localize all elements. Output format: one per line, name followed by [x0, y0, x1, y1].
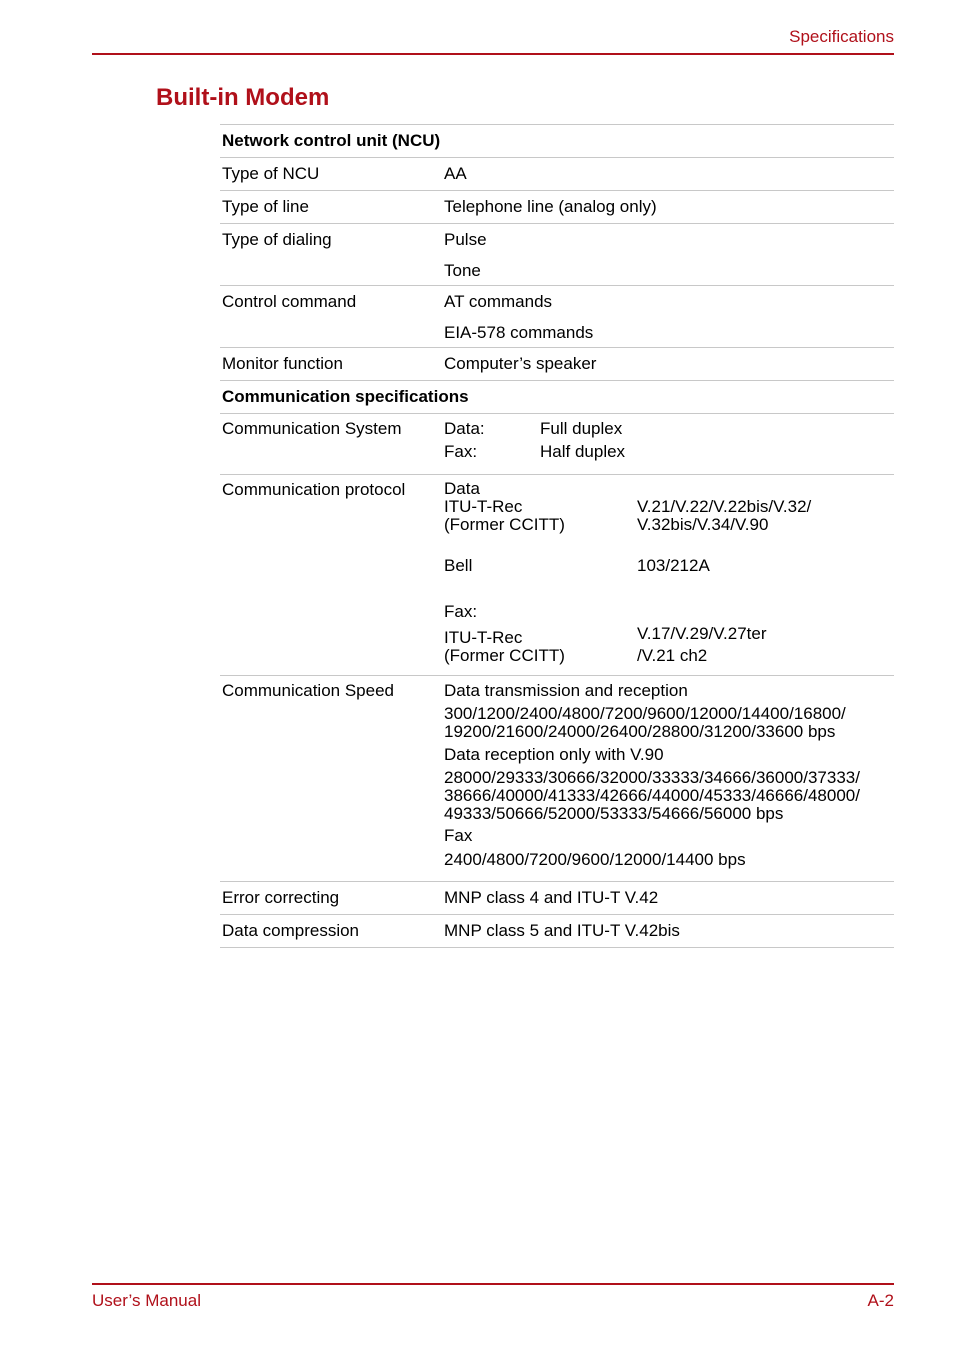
table-row [220, 915, 894, 948]
row-value [444, 676, 894, 882]
section-heading-ncu: Network control unit (NCU) [220, 125, 894, 158]
row-value: AA [444, 158, 894, 191]
system-data-line [444, 419, 894, 439]
protocol-bell [444, 557, 894, 575]
table-row [220, 224, 894, 286]
protocol-bell-label: Bell [444, 556, 473, 575]
value-line: Tone [444, 261, 481, 280]
speed-v90-line: 38666/40000/41333/42666/44000/45333/46666/48000/ [444, 786, 860, 805]
protocol-itu-label: ITU-T-Rec [444, 628, 523, 647]
table-row [220, 676, 894, 882]
protocol-v-line: /V.21 ch2 [637, 646, 708, 665]
system-fax-line [444, 442, 894, 462]
protocol-bell-value: 103/212A [637, 556, 710, 575]
table-row [220, 882, 894, 915]
speed-v90-line: 28000/29333/30666/32000/33333/34666/36000/37333/ [444, 768, 860, 787]
speed-data-head: Data transmission and reception [444, 681, 688, 700]
system-fax-key: Fax: [444, 442, 478, 461]
protocol-v-line: V.17/V.29/V.27ter [637, 624, 767, 643]
protocol-former-label: (Former CCITT) [444, 646, 565, 665]
speed-fax-head: Fax [444, 826, 473, 845]
row-label: Control command [220, 286, 444, 348]
protocol-data-itu [444, 498, 894, 534]
row-value: Computer’s speaker [444, 348, 894, 381]
table-row [220, 348, 894, 381]
table-row [220, 475, 894, 676]
system-fax-value: Half duplex [540, 442, 626, 461]
protocol-data-head: Data [444, 479, 480, 498]
row-label: Data compression [220, 915, 444, 948]
system-data-value: Full duplex [540, 419, 623, 438]
page-title: Built-in Modem [156, 84, 330, 111]
section-heading-comm: Communication specifications [220, 381, 894, 414]
row-label: Communication System [220, 414, 444, 475]
protocol-itu-label: ITU-T-Rec [444, 497, 523, 516]
value-line: EIA-578 commands [444, 323, 594, 342]
row-label: Type of dialing [220, 224, 444, 286]
row-label: Error correcting [220, 882, 444, 915]
speed-v90-head: Data reception only with V.90 [444, 745, 664, 764]
value-line: Pulse [444, 230, 487, 249]
table-row [220, 286, 894, 348]
row-value [444, 286, 894, 348]
row-value [444, 414, 894, 475]
header-section-label: Specifications [789, 27, 894, 46]
protocol-v-line: V.32bis/V.34/V.90 [637, 515, 769, 534]
table-row [220, 191, 894, 224]
footer-rule [92, 1283, 894, 1285]
value-line: AT commands [444, 292, 553, 311]
row-value: MNP class 5 and ITU-T V.42bis [444, 915, 894, 948]
footer-manual-label: User’s Manual [92, 1291, 201, 1310]
speed-data-line: 19200/21600/24000/26400/28800/31200/33600 bps [444, 722, 836, 741]
row-label: Communication protocol [220, 475, 444, 676]
table-row [220, 414, 894, 475]
speed-data-line: 300/1200/2400/4800/7200/9600/12000/14400/16800/ [444, 704, 846, 723]
protocol-former-label: (Former CCITT) [444, 515, 565, 534]
header-rule [92, 53, 894, 55]
protocol-fax-itu [444, 625, 894, 665]
row-label: Type of line [220, 191, 444, 224]
protocol-fax-head: Fax: [444, 602, 478, 621]
speed-fax-line: 2400/4800/7200/9600/12000/14400 bps [444, 850, 746, 869]
row-label: Monitor function [220, 348, 444, 381]
speed-v90-line: 49333/50666/52000/53333/54666/56000 bps [444, 804, 784, 823]
protocol-v-line: V.21/V.22/V.22bis/V.32/ [637, 497, 812, 516]
page-number: A-2 [867, 1291, 894, 1310]
table-row [220, 158, 894, 191]
row-value: Telephone line (analog only) [444, 191, 894, 224]
row-value: MNP class 4 and ITU-T V.42 [444, 882, 894, 915]
row-label: Communication Speed [220, 676, 444, 882]
spec-table [220, 124, 894, 948]
system-data-key: Data: [444, 419, 485, 438]
section-row-comm [220, 381, 894, 414]
section-row-ncu [220, 125, 894, 158]
row-value [444, 475, 894, 676]
row-label: Type of NCU [220, 158, 444, 191]
row-value [444, 224, 894, 286]
